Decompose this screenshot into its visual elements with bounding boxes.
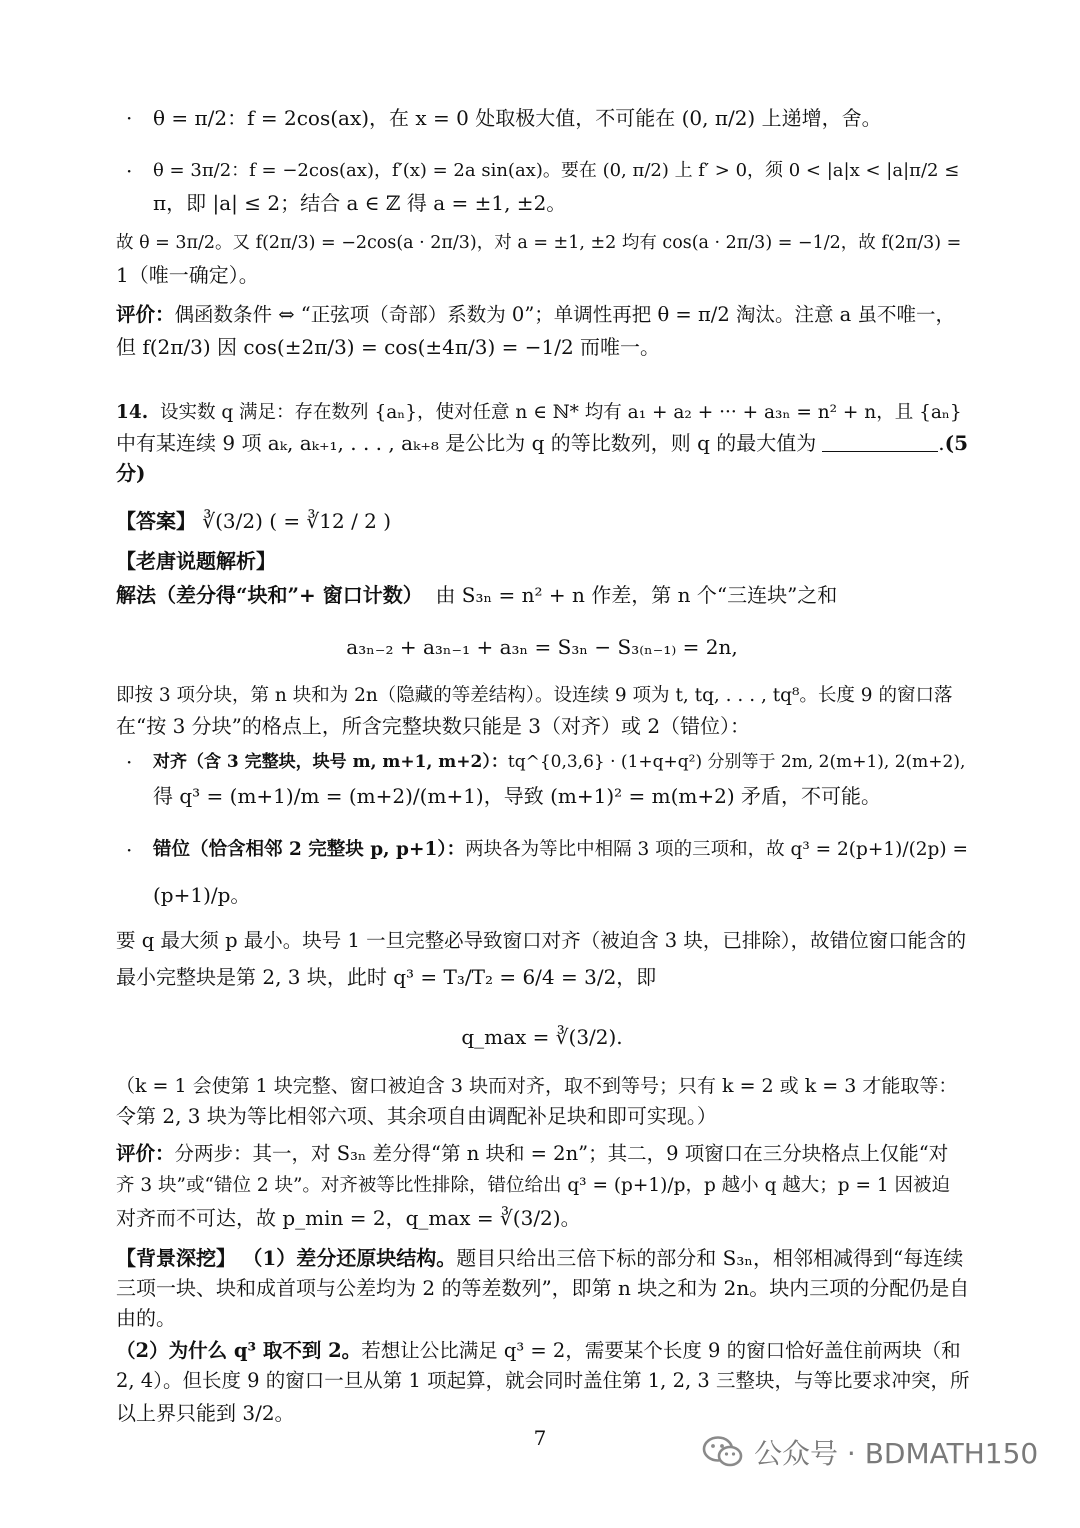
answer-line bbox=[116, 504, 968, 538]
question-14-line-1 bbox=[116, 398, 968, 428]
background-label: 【背景深挖】 bbox=[116, 1246, 236, 1270]
question-text: 设实数 q 满足：存在数列 {aₙ}，使对任意 n ∈ ℕ* 均有 a₁ + a₂ + ··· + a₃ₙ = n² + n，且 {aₙ} bbox=[159, 402, 962, 423]
bullet-offset-case bbox=[153, 835, 969, 865]
bullet-offset-cont: (p+1)/p。 bbox=[153, 883, 251, 907]
background-2-line-2: 2, 4）。但长度 9 的窗口一旦从第 1 项起算，就会同时盖住第 1, 2, 3 三整块，与等比要求冲突，所 bbox=[116, 1369, 970, 1392]
background-2-label: （2）为什么 q³ 取不到 2。 bbox=[116, 1339, 362, 1362]
evaluation-text-2: 分两步：其一，对 S₃ₙ 差分得“第 n 块和 = 2n”；其二，9 项窗口在三分块格点上仅能“对 bbox=[174, 1142, 949, 1165]
paragraph-block-structure-cont: 在“按 3 分块”的格点上，所含完整块数只能是 3（对齐）或 2（错位）： bbox=[116, 714, 751, 738]
background-2-line-3: 以上界只能到 3/2。 bbox=[116, 1401, 295, 1425]
conclusion-line: 故 θ = 3π/2。又 f(2π/3) = −2cos(a · 2π/3)，对 a = ±1, ±2 均有 cos(a · 2π/3) = −1/2，故 f(2π/3) = bbox=[116, 233, 962, 253]
evaluation-text: 偶函数条件 ⇔ “正弦项（奇部）系数为 0”；单调性再把 θ = π/2 淘汰。注意 a 虽不唯一， bbox=[174, 303, 955, 326]
page-number: 7 bbox=[533, 1426, 547, 1450]
method-line bbox=[116, 580, 968, 610]
answer-label: 【答案】 bbox=[116, 509, 196, 533]
analysis-heading: 【老唐说题解析】 bbox=[116, 549, 276, 573]
paragraph-k-note-cont: 令第 2, 3 块为等比相邻六项、其余项自由调配补足块和即可实现。） bbox=[116, 1104, 717, 1128]
watermark-text: 公众号 · BDMATH150 bbox=[754, 1437, 1039, 1470]
method-label: 解法（差分得“块和”+ 窗口计数） bbox=[116, 583, 423, 607]
evaluation-2-line-2: 齐 3 块”或“错位 2 块”。对齐被等比性排除，错位给出 q³ = (p+1)/p，p 越小 q 越大；p = 1 因被迫 bbox=[116, 1175, 951, 1196]
paragraph-min-p-cont: 最小完整块是第 2, 3 块，此时 q³ = T₃/T₂ = 6/4 = 3/2，即 bbox=[116, 965, 657, 989]
answer-blank bbox=[822, 431, 938, 452]
bullet: · bbox=[126, 106, 133, 130]
question-score-cont: 分) bbox=[116, 461, 146, 485]
question-text-2: 中有某连续 9 项 aₖ, aₖ₊₁, . . . , aₖ₊₈ 是公比为 q 的等比数列，则 q 的最大值为 bbox=[116, 431, 817, 455]
watermark bbox=[702, 1430, 1062, 1474]
bullet: · bbox=[126, 838, 133, 862]
question-14-line-2: 中有某连续 9 项 aₖ, aₖ₊₁, . . . , aₖ₊₈ 是公比为 q 的等比数列，则 q 的最大值为 . (5 bbox=[116, 428, 968, 458]
evaluation-label-2: 评价： bbox=[116, 1142, 175, 1165]
bullet-line-theta-half-pi: θ = π/2：f = 2cos(ax)，在 x = 0 处取极大值，不可能在 (0, π/2) 上递增，舍。 bbox=[153, 106, 882, 130]
evaluation-paragraph-1 bbox=[116, 300, 968, 330]
bullet-line-theta-three-half-pi: θ = 3π/2：f = −2cos(ax)，f′(x) = 2a sin(ax)。要在 (0, π/2) 上 f′ > 0，须 0 < |a|x < |a|π/2 ≤ bbox=[153, 160, 960, 181]
offset-label: 错位（恰含相邻 2 完整块 p, p+1）： bbox=[153, 839, 466, 860]
evaluation-paragraph-2 bbox=[116, 1139, 968, 1169]
aligned-text: tq^{0,3,6} · (1+q+q²) 分别等于 2m, 2(m+1), 2(m+2), bbox=[507, 752, 966, 772]
evaluation-2-line-3: 对齐而不可达，故 p_min = 2，q_max = ∛(3/2)。 bbox=[116, 1206, 581, 1230]
offset-text: 两块各为等比中相隔 3 项的三项和，故 q³ = 2(p+1)/(2p) = bbox=[465, 839, 968, 860]
bullet: · bbox=[126, 159, 133, 183]
wechat-icon bbox=[702, 1434, 744, 1470]
bullet-aligned-cont: 得 q³ = (m+1)/m = (m+2)/(m+1)，导致 (m+1)² = m(m+2) 矛盾，不可能。 bbox=[153, 784, 881, 808]
paragraph-k-note: （k = 1 会使第 1 块完整、窗口被迫含 3 块而对齐，取不到等号；只有 k = 2 或 k = 3 才能取等： bbox=[116, 1075, 958, 1097]
display-equation-block-sum: a₃ₙ₋₂ + a₃ₙ₋₁ + a₃ₙ = S₃ₙ − S₃₍ₙ₋₁₎ = 2n, bbox=[346, 635, 738, 659]
background-1-label: （1）差分还原块结构。 bbox=[242, 1246, 457, 1270]
display-equation-qmax: q_max = ∛(3/2). bbox=[461, 1025, 623, 1049]
paragraph-block-structure: 即按 3 项分块，第 n 块和为 2n（隐藏的等差结构）。设连续 9 项为 t, tq, . . . , tq⁸。长度 9 的窗口落 bbox=[116, 685, 953, 706]
bullet: · bbox=[126, 750, 133, 774]
bullet-line-continuation: π，即 |a| ≤ 2；结合 a ∈ ℤ 得 a = ±1, ±2。 bbox=[153, 191, 567, 215]
background-paragraph-2 bbox=[116, 1336, 968, 1366]
bullet-aligned-case bbox=[153, 747, 969, 777]
conclusion-line-cont: 1（唯一确定）。 bbox=[116, 263, 259, 287]
question-score: (5 bbox=[944, 431, 968, 455]
background-2-text: 若想让公比满足 q³ = 2，需要某个长度 9 的窗口恰好盖住前两块（和 bbox=[361, 1339, 961, 1362]
background-paragraph-1 bbox=[116, 1243, 968, 1273]
answer-value: ∛(3/2) ( = ∛12 / 2 ) bbox=[202, 509, 392, 533]
background-1-line-2: 三项一块、块和成首项与公差均为 2 的等差数列”，即第 n 块之和为 2n。块内三项的分配仍是自 bbox=[116, 1276, 970, 1300]
evaluation-label: 评价： bbox=[116, 303, 175, 326]
evaluation-line-2: 但 f(2π/3) 因 cos(±2π/3) = cos(±4π/3) = −1/2 而唯一。 bbox=[116, 335, 661, 359]
question-number: 14. bbox=[116, 402, 149, 423]
aligned-label: 对齐（含 3 完整块，块号 m, m+1, m+2）： bbox=[153, 752, 508, 772]
paragraph-min-p: 要 q 最大须 p 最小。块号 1 一旦完整必导致窗口对齐（被迫含 3 块，已排除），故错位窗口能含的 bbox=[116, 929, 967, 952]
method-text: 由 S₃ₙ = n² + n 作差，第 n 个“三连块”之和 bbox=[435, 583, 838, 607]
background-1-line-3: 由的。 bbox=[116, 1306, 176, 1330]
background-1-text: 题目只给出三倍下标的部分和 S₃ₙ，相邻相减得到“每连续 bbox=[456, 1246, 964, 1270]
